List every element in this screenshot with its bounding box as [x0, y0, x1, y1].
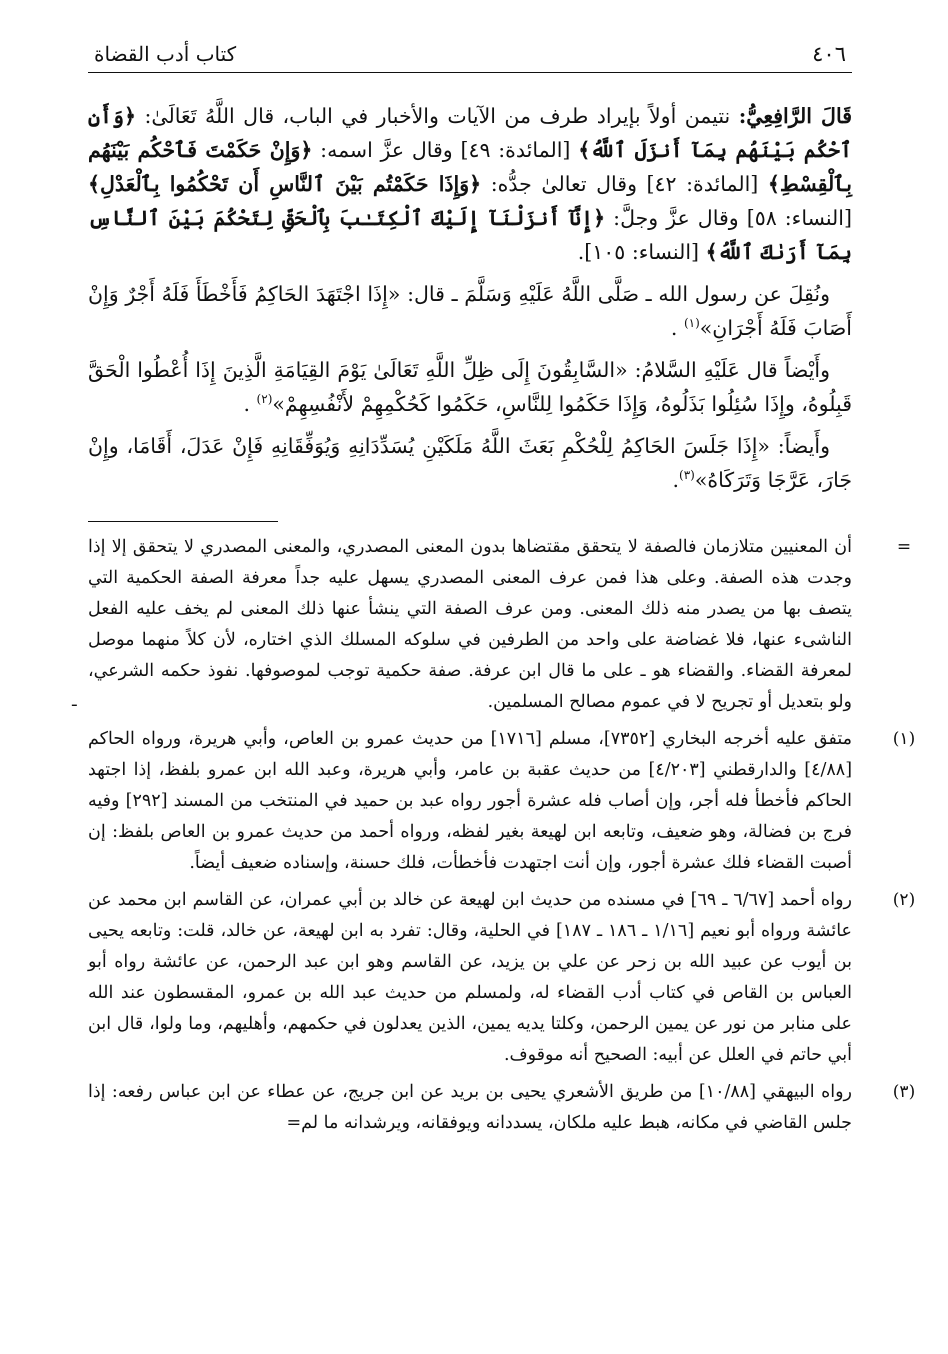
- page-number: ٤٠٦: [812, 42, 846, 66]
- running-header: [88, 40, 852, 73]
- footnote-ref[interactable]: (٣): [679, 468, 695, 483]
- footnote-text: متفق عليه أخرجه البخاري [٧٣٥٢]، مسلم [١٧١٦] من حديث عمرو بن العاص، وأبي هريرة، ورواه الحاكم [٤/٨٨] والدارقطني [٤/٢٠٣] من حديث عقبة بن عامر، وأبي هريرة، وعبد الله ابن عمرو بلفظ، إذا اجتهد الحاكم فأخطأ فله أجر، وإن أصاب فله عشرة أجور رواه عبد بن حميد في المنتخب من المسند [٢٩٢] وفيه فرج بن فضالة، وهو ضعيف، وتابعه ابن لهيعة بغير لفظه، ورواه أحمد من حديث عمرو بن العاص بلفظ: إن أصبت القضاء فلك عشرة أجور، وإن أنت اجتهدت فأخطأت، فلك حسنة، وإسناده ضعيف أيضاً.: [88, 729, 853, 873]
- text-span: وأَيضاً:: [777, 434, 830, 458]
- quran-verse: ﴿إِنَّآ أَنزَلْنَآ إِلَيْكَ ٱلْكِتَـٰبَ بِٱلْحَقِّ لِتَحْكُمَ بَيْنَ ٱلنَّاسِ بِمَآ أَرَىٰكَ ٱللَّهُ﴾: [88, 206, 852, 264]
- footnotes: [72, 532, 916, 1139]
- verse-reference: [النساء: ١٠٥].: [577, 240, 700, 264]
- footnote-marker: (٢): [892, 890, 916, 910]
- punctuation: .: [672, 468, 680, 492]
- speaker-label: قَالَ الرَّافِعِيُّ:: [738, 104, 852, 128]
- footnote-marker: (١): [892, 729, 916, 749]
- main-text: [88, 99, 852, 497]
- footnote-1: [88, 724, 916, 879]
- quran-verse: ﴿وَإِذَا حَكَمْتُم بَيْنَ ٱلنَّاسِ أَن تَحْكُمُوا بِٱلْعَدْلِ﴾: [88, 172, 482, 196]
- quran-verse: ﴿وَأَنِ ٱحْكُم بَيْنَهُم بِمَآ أَنزَلَ ٱللَّهُ﴾: [88, 104, 852, 162]
- footnote-ref[interactable]: (١): [683, 316, 700, 331]
- footnote-continued: [72, 532, 912, 718]
- footnote-2: [88, 885, 916, 1071]
- hadith-text: «إِذَا جَلَسَ الحَاكِمُ لِلْحُكْمِ بَعَثَ اللَّهُ مَلَكَيْنِ يُسَدِّدَانِهِ وَيُوَفِّقَانِهِ فَإِنْ عَدَلَ، أَقَامَا، وإِنْ جَارَ، عَرَّجَا وَتَرَكَاهُ»: [88, 434, 852, 492]
- hadith-text: «إِذَا اجْتَهَدَ الحَاكِمُ فَأَخْطَأَ فَلَهُ أَجْرٌ وَإِنْ أَصَابَ فَلَهُ أَجْرَانِ»: [88, 282, 852, 340]
- verse-reference: [المائدة: ٤٩] وقال عزَّ اسمه:: [320, 138, 571, 162]
- footnote-separator: [88, 521, 278, 522]
- continuation-mark: =: [286, 1113, 302, 1133]
- text-span: وأَيْضاً قال عَلَيْهِ السَّلامُ:: [634, 358, 830, 382]
- text-span: نتيمن أولاً بإيراد طرف من الآيات والأخبار في الباب، قال اللَّهُ تَعَالَىٰ:: [144, 104, 731, 128]
- footnote-text: رواه البيهقي [١٠/٨٨] من طريق الأشعري يحيى بن بريد عن ابن جريج، عن عطاء عن ابن عباس رفعه: إذا جلس القاضي في مكانه، هبط عليه ملكان، يسددانه ويوفقانه، ويرشدانه ما لم: [88, 1082, 853, 1133]
- hadith-text: «السَّابِقُونَ إِلَى ظِلِّ اللَّهِ تَعَالَىٰ يَوْمَ القِيَامَةِ الَّذِينَ إِذَا أُعْطُوا الْحَقَّ قَبِلُوهُ، وإِذَا سُئِلُوا بَذَلُوهُ، وَإِذَا حَكَمُوا لِلنَّاسِ، حَكَمُوا كَحُكْمِهِمْ لأَنْفُسِهِمْ»: [88, 358, 852, 416]
- paragraph-intro: [88, 99, 852, 269]
- footnote-text: أن المعنيين متلازمان فالصفة لا يتحقق مقتضاها بدون المعنى المصدري، والمعنى المصدري لا يتحقق إلا إذا وجدت هذه الصفة. وعلى هذا فمن عرف المعنى المصدري يسهل عليه جداً معرفة الصفة الحكمية التي يتصف بها من يصدر منه ذلك المعنى. ومن عرف الصفة التي ينشأ عنها ذلك المعنى لم يخف عليه الفعل الناشىء عنها، فلا غضاضة على واحد من الطرفين في سلوكه المسلك الذي اختاره، لأن كلاً منهما موصل لمعرفة القضاء. والقضاء هو ـ على ما قال ابن عرفة. صفة حكمية توجب لموصوفها. نفوذ حكمه الشرعي، ولو بتعديل أو تجريح لا في عموم مصالح المسلمين.: [88, 537, 852, 712]
- footnote-3: [88, 1077, 916, 1139]
- punctuation: .: [243, 392, 251, 416]
- paragraph-hadith-3: [88, 429, 852, 497]
- quran-verse: ﴿وَإِنْ حَكَمْتَ فَٱحْكُم بَيْنَهُم بِٱلْقِسْطِ﴾: [88, 138, 852, 196]
- margin-mark: ـ: [72, 691, 77, 710]
- footnote-marker: =: [896, 537, 912, 557]
- verse-reference: [النساء: ٥٨] وقال عزَّ وجلَّ:: [613, 206, 852, 230]
- paragraph-hadith-1: [88, 277, 852, 345]
- text-span: ونُقِلَ عن رسول الله ـ صَلَّى اللَّهُ عَلَيْهِ وَسَلَّمَ ـ قال:: [407, 282, 830, 306]
- footnote-text: رواه أحمد [٦/٦٧ ـ ٦٩] في مسنده من حديث ابن لهيعة عن خالد بن أبي عمران، عن القاسم ابن محمد عن عائشة ورواه أبو نعيم [١/١٦ ـ ١٨٦ ـ ١٨٧] في الحلية، وقال: تفرد به ابن لهيعة، عن خالد، قلت: وتابعه يحيى بن أيوب عن عبيد الله بن زحر عن علي بن يزيد، عن القاسم وهو ابن عبد الرحمن، عن عائشة رواه أبو العباس بن القاص في كتاب أدب القضاء له، ولمسلم من حديث عبد الله بن عمرو، المقسطون عند الله على منابر من نور عن يمين الرحمن، وكلتا يديه يمين، الذين يعدلون في حكمهم، وأهليهم، وما ولوا، قال ابن أبي حاتم في العلل عن أبيه: الصحيح أنه موقوف.: [88, 890, 852, 1065]
- punctuation: .: [670, 316, 678, 340]
- footnote-ref[interactable]: (٢): [256, 392, 273, 407]
- book-title: كتاب أدب القضاة: [94, 42, 237, 66]
- footnote-marker: (٣): [892, 1082, 916, 1102]
- book-page: [72, 40, 916, 1334]
- verse-reference: [المائدة: ٤٢] وقال تعالىٰ جدُّه:: [490, 172, 759, 196]
- paragraph-hadith-2: [88, 353, 852, 421]
